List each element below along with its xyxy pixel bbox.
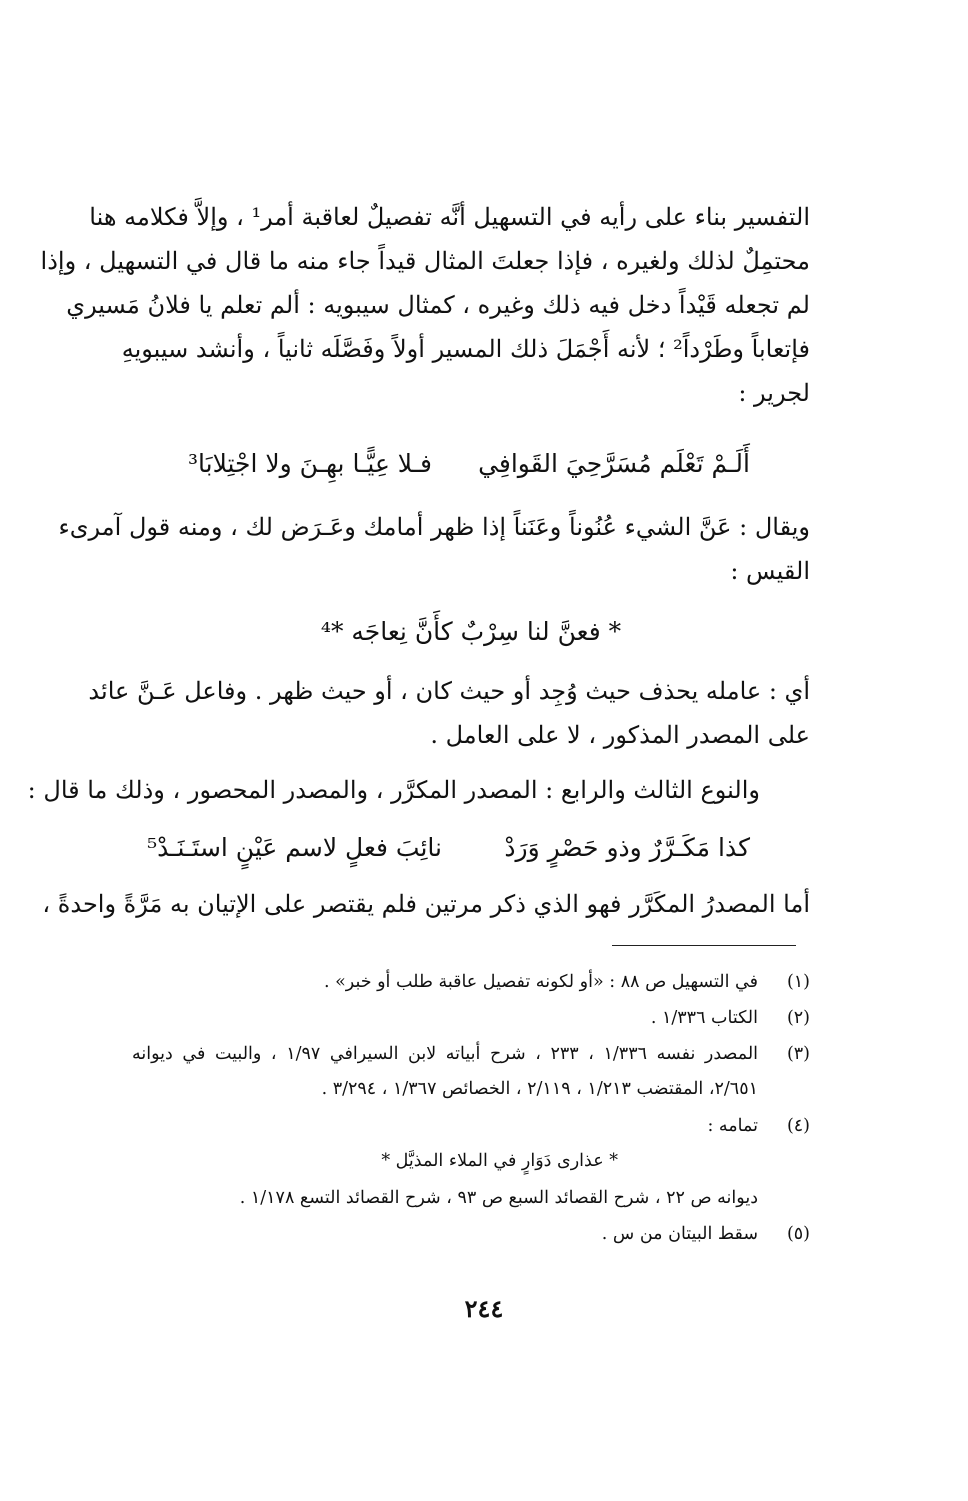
footnote-text: ٢/٦٥١، المقتضب ١/٢١٣ ، ٢/١١٩ ، الخصائص ١/٣٦٧ ، ٣/٢٩٤ .	[321, 1079, 758, 1099]
verse-hemistich-right: كذا مَكَـرَّرٌ وذو حَصْرٍ وَرَدْ	[504, 833, 750, 862]
body-line: محتمِلٌ لذلك ولغيره ، فإذا جعلتَ المثال قيداً جاء منه ما قال في التسهيل ، وإذا	[40, 247, 810, 275]
footnote-number: (٤)	[786, 1116, 810, 1136]
body-line: التفسير بناء على رأيه في التسهيل أنَّه تفصيلٌ لعاقبة أمر¹ ، وإلاَّ فكلامه هنا	[89, 203, 810, 231]
page-number: ٢٤٤	[464, 1294, 504, 1323]
body-line: أي : عامله يحذف حيث وُجِد أو حيث كان ، أو حيث ظهر . وفاعل عَـنَّ عائد	[88, 677, 810, 705]
footnote-verse-text: * عذارى دَوَارٍ في الملاء المذيَّل *	[381, 1151, 618, 1171]
body-line: أما المصدرُ المكَرَّر فهو الذي ذكر مرتين فلم يقتصر على الإتيان به مَرَّةً واحدةً ،	[42, 890, 810, 918]
verse-hemistich-left: نائِبَ فعلٍ لاسم عَيْنٍ استَـنَـدْ⁵	[147, 833, 442, 862]
footnote-number: (٣)	[786, 1044, 810, 1064]
footnote-number: (٢)	[786, 1008, 810, 1028]
footnote-text: ديوانه ص ٢٢ ، شرح القصائد السبع ص ٩٣ ، شرح القصائد التسع ١/١٧٨ .	[239, 1188, 758, 1208]
footnote-number: (٥)	[786, 1224, 810, 1244]
body-line: والنوع الثالث والرابع : المصدر المكرَّر ، والمصدر المحصور ، وذلك ما قال :	[27, 776, 760, 804]
verse-hemistich-right: أَلَـمْ تَعْلَم مُسَرَّحِيَ القَوافِي	[478, 449, 750, 478]
body-line: لم تجعله قَيْداً دخل فيه ذلك وغيره ، كمثال سيبويه : ألم تعلم يا فلانُ مَسيري	[66, 291, 810, 319]
body-line: القيس :	[730, 557, 810, 585]
footnote-text: سقط البيتان من س .	[601, 1224, 758, 1244]
verse-line: * فعنَّ لنا سِرْبٌ كأَنَّ نِعاجَه *⁴	[320, 617, 622, 646]
footnote-text: المصدر نفسه ١/٣٣٦ ، ٢٣٣ ، شرح أبياته لابن السيرافي ١/٩٧ ، والبيت في ديوانه	[132, 1044, 759, 1064]
footnote-number: (١)	[786, 972, 810, 992]
body-line: على المصدر المذكور ، لا على العامل .	[430, 721, 810, 749]
body-line: لجرير :	[738, 379, 810, 407]
footnote-text: في التسهيل ص ٨٨ : «أو لكونه تفصيل عاقبة طلب أو خبر» .	[323, 972, 758, 992]
verse-hemistich-left: فـلا عِيًّـا بهِـنَ ولا اجْتِلابَا³	[187, 449, 432, 478]
footnote-divider	[612, 945, 796, 946]
body-line: فإتعاباً وطَرْداً² ؛ لأنه أَجْمَلَ ذلك المسير أولاً وفَصَّلَه ثانياً ، وأنشد سيبويهِ	[121, 335, 810, 363]
footnote-text: الكتاب ١/٣٣٦ .	[650, 1008, 758, 1028]
body-line: ويقال : عَنَّ الشيء عُنُوناً وعَنَناً إذا ظهر أمامك وعَـرَض لك ، ومنه قول آمرىء	[58, 513, 810, 541]
footnote-text: تمامه :	[707, 1116, 758, 1136]
